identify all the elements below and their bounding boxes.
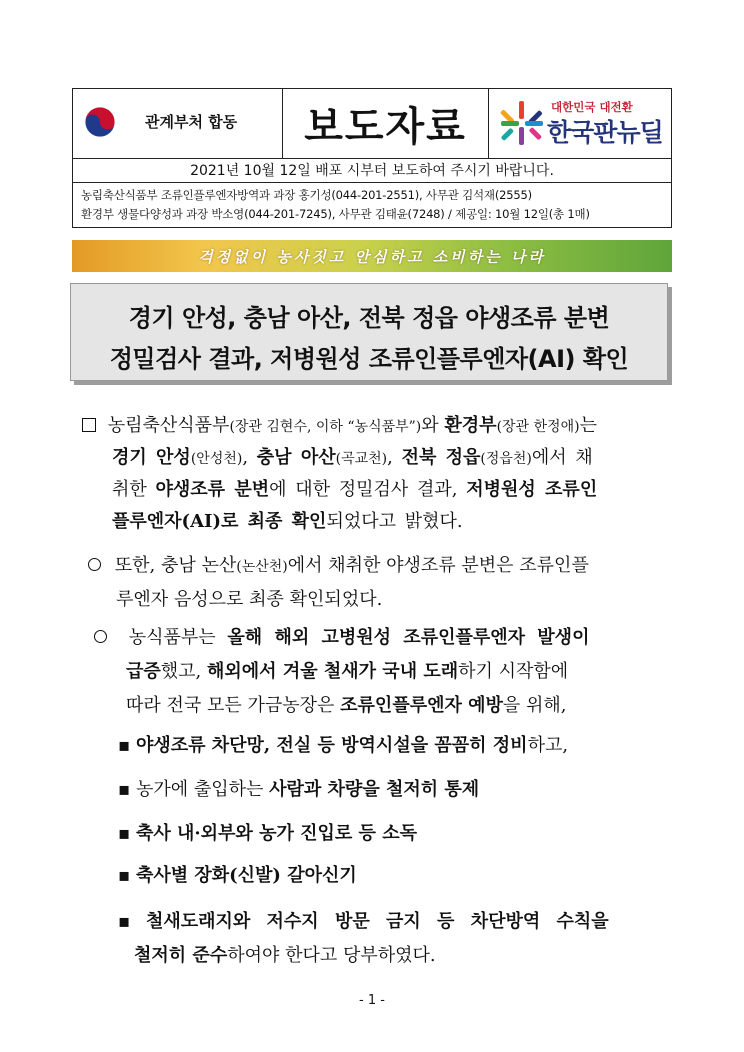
- press-release-title: 보도자료: [304, 104, 467, 150]
- slogan-banner: [72, 240, 672, 272]
- new-deal-logo-icon: [499, 99, 545, 147]
- bullet-dot-icon: ▪: [118, 735, 131, 756]
- taegeuk-emblem-icon: [83, 105, 117, 139]
- header-right-cell: [489, 89, 673, 158]
- contact-line-2: 환경부 생물다양성과 과장 박소영(044-201-7245), 사무관 김태윤(7248) / 제공일: 10월 12일(총 1매): [81, 207, 590, 221]
- logo-wordmark: 한국판뉴딜: [547, 118, 663, 147]
- headline-line-2: 정밀검사 결과, 저병원성 조류인플루엔자(AI) 확인: [109, 345, 629, 373]
- paragraph-3-line-1: 농식품부는 올해 해외 고병원성 조류인플루엔자 발생이: [94, 622, 589, 654]
- list-item: ▪ 축사 내·외부와 농가 진입로 등 소독: [118, 823, 417, 844]
- bullet-dot-icon: ▪: [118, 823, 131, 844]
- list-item: ▪ 농가에 출입하는 사람과 차량을 철저히 통제: [118, 779, 480, 800]
- circle-bullet-icon: [88, 558, 101, 571]
- list-item: ▪ 철새도래지와 저수지 방문 금지 등 차단방역 수칙을: [118, 911, 609, 932]
- paragraph-1-line-3: 취한 야생조류 분변에 대한 정밀검사 결과, 저병원성 조류인: [112, 479, 598, 500]
- list-item-continuation: 철저히 준수하여야 한다고 당부하였다.: [134, 945, 436, 966]
- header-mid-cell: [283, 89, 489, 158]
- contact-info: [81, 186, 590, 224]
- contact-line-1: 농림축산식품부 조류인플루엔자방역과 과장 홍기성(044-201-2551), 사무관 김석재(2555): [81, 188, 532, 202]
- bullet-dot-icon: ▪: [118, 865, 131, 886]
- list-item: ▪ 축사별 장화(신발) 갈아신기: [118, 865, 357, 886]
- header-left-cell: [73, 89, 283, 158]
- paragraph-1-line-1: 농림축산식품부(장관 김현수, 이하 “농식품부”)와 환경부(장관 한정애)는: [82, 410, 597, 443]
- header-box: [72, 88, 672, 228]
- paragraph-3-line-2: 급증했고, 해외에서 겨울 철새가 국내 도래하기 시작함에: [126, 661, 569, 682]
- headline-line-1: 경기 안성, 충남 아산, 전북 정읍 야생조류 분변: [128, 304, 610, 332]
- bullet-dot-icon: ▪: [118, 911, 131, 932]
- release-notice: 2021년 10월 12일 배포 시부터 보도하여 주시기 바랍니다.: [73, 159, 671, 183]
- joint-ministries-label: 관계부처 합동: [145, 113, 238, 131]
- headline-box: [70, 283, 668, 381]
- circle-bullet-icon: [94, 630, 107, 643]
- page-number: - 1 -: [359, 993, 385, 1008]
- square-bullet-icon: [82, 418, 96, 432]
- logo-subtitle: 대한민국 대전환: [551, 100, 633, 114]
- header-top-row: [73, 89, 671, 159]
- paragraph-3-line-3: 따라 전국 모든 가금농장은 조류인플루엔자 예방을 위해,: [126, 695, 567, 716]
- slogan-text: 걱정없이 농사짓고 안심하고 소비하는 나라: [198, 247, 546, 266]
- list-item: ▪ 야생조류 차단망, 전실 등 방역시설을 꼼꼼히 정비하고,: [118, 735, 569, 756]
- bullet-dot-icon: ▪: [118, 779, 131, 800]
- paragraph-1-line-2: 경기 안성(안성천), 충남 아산(곡교천), 전북 정읍(정읍천)에서 채: [112, 447, 593, 468]
- paragraph-2-line-1: 또한, 충남 논산(논산천)에서 채취한 야생조류 분변은 조류인플: [88, 550, 589, 583]
- paragraph-2-line-2: 루엔자 음성으로 최종 확인되었다.: [116, 589, 383, 610]
- paragraph-1-line-4: 플루엔자(AI)로 최종 확인되었다고 밝혔다.: [112, 511, 463, 532]
